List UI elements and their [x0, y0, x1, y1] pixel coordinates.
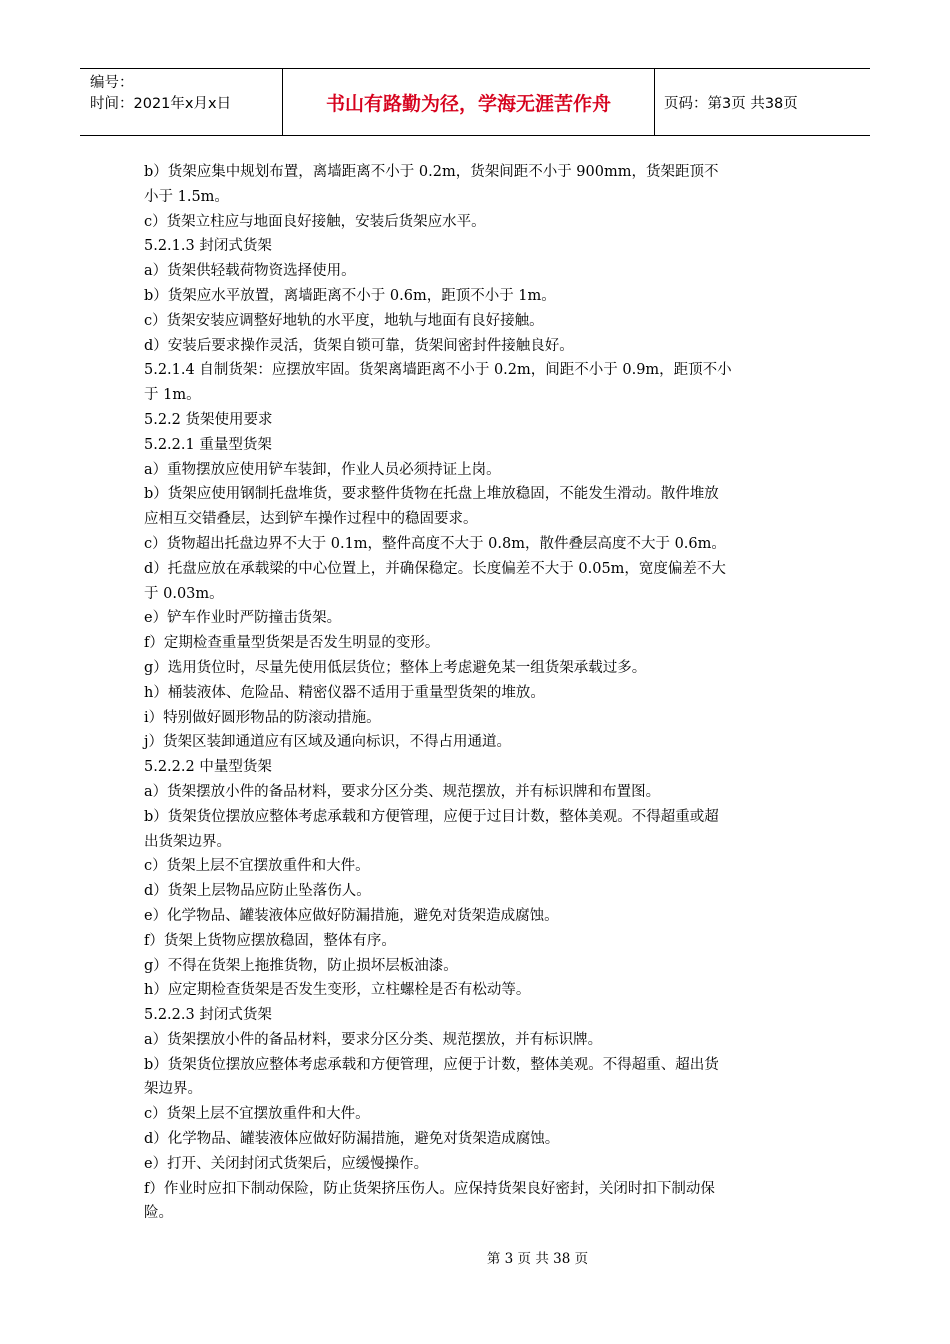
- body-line: f）定期检查重量型货架是否发生明显的变形。: [144, 635, 440, 652]
- body-line: h）桶装液体、危险品、精密仪器不适用于重量型货架的堆放。: [144, 684, 545, 701]
- body-line: e）化学物品、罐装液体应做好防漏措施，避免对货架造成腐蚀。: [144, 907, 559, 924]
- body-line: 架边界。: [144, 1081, 202, 1098]
- body-line: g）不得在货架上拖推货物，防止损坏层板油漆。: [144, 957, 458, 974]
- document-body: [144, 160, 810, 1226]
- body-line: c）货架立柱应与地面良好接触，安装后货架应水平。: [144, 213, 486, 230]
- body-line: 5.2.2.2 中量型货架: [144, 759, 272, 776]
- body-line: b）货架应使用钢制托盘堆货，要求整件货物在托盘上堆放稳固，不能发生滑动。散件堆放: [144, 486, 719, 503]
- body-line: a）重物摆放应使用铲车装卸，作业人员必须持证上岗。: [144, 461, 501, 478]
- body-line: c）货架上层不宜摆放重件和大件。: [144, 858, 370, 875]
- header-motto: 书山有路勤为径，学海无涯苦作舟: [283, 69, 655, 135]
- body-line: 出货架边界。: [144, 833, 231, 850]
- body-line: b）货架货位摆放应整体考虑承载和方便管理，应便于过目计数，整体美观。不得超重或超: [144, 808, 719, 825]
- body-line: f）货架上货物应摆放稳固，整体有序。: [144, 932, 396, 949]
- body-line: 应相互交错叠层，达到铲车操作过程中的稳固要求。: [144, 511, 478, 528]
- header-page-info: 页码：第3页 共38页: [664, 95, 798, 112]
- body-line: h）应定期检查货架是否发生变形，立柱螺栓是否有松动等。: [144, 982, 531, 999]
- body-line: c）货架上层不宜摆放重件和大件。: [144, 1106, 370, 1123]
- body-line: a）货架供轻载荷物资选择使用。: [144, 263, 356, 280]
- body-line: a）货架摆放小件的备品材料，要求分区分类、规范摆放，并有标识牌。: [144, 1031, 603, 1048]
- body-line: 于 0.03m。: [144, 585, 224, 602]
- body-line: a）货架摆放小件的备品材料，要求分区分类、规范摆放，并有标识牌和布置图。: [144, 783, 661, 800]
- body-line: e）铲车作业时严防撞击货架。: [144, 610, 342, 627]
- body-line: e）打开、关闭封闭式货架后，应缓慢操作。: [144, 1155, 429, 1172]
- body-line: f）作业时应扣下制动保险，防止货架挤压伤人。应保持货架良好密封，关闭时扣下制动保: [144, 1180, 715, 1197]
- body-line: b）货架货位摆放应整体考虑承载和方便管理，应便于计数，整体美观。不得超重、超出货: [144, 1056, 719, 1073]
- body-line: 险。: [144, 1205, 173, 1222]
- document-date: 时间：2021年x月x日: [90, 96, 232, 112]
- document-number-label: 编号：: [90, 75, 134, 91]
- body-line: 于 1m。: [144, 387, 201, 404]
- body-line: b）货架应集中规划布置，离墙距离不小于 0.2m，货架间距不小于 900mm，货架距顶不: [144, 164, 719, 180]
- body-line: c）货架安装应调整好地轨的水平度，地轨与地面有良好接触。: [144, 312, 544, 329]
- body-line: 5.2.1.3 封闭式货架: [144, 238, 272, 255]
- body-line: c）货物超出托盘边界不大于 0.1m，整件高度不大于 0.8m，散件叠层高度不大于 0.6m。: [144, 535, 726, 552]
- body-line: i）特别做好圆形物品的防滚动措施。: [144, 709, 381, 726]
- body-line: 5.2.2.1 重量型货架: [144, 436, 272, 453]
- body-line: j）货架区装卸通道应有区域及通向标识，不得占用通道。: [144, 734, 511, 751]
- page-header: [80, 68, 870, 136]
- body-line: 小于 1.5m。: [144, 188, 229, 205]
- body-line: b）货架应水平放置，离墙距离不小于 0.6m，距顶不小于 1m。: [144, 287, 556, 304]
- body-line: 5.2.1.4 自制货架：应摆放牢固。货架离墙距离不小于 0.2m，间距不小于 0.9m，距顶不小: [144, 362, 732, 379]
- body-line: d）化学物品、罐装液体应做好防漏措施，避免对货架造成腐蚀。: [144, 1131, 560, 1148]
- body-line: g）选用货位时，尽量先使用低层货位；整体上考虑避免某一组货架承载过多。: [144, 659, 647, 676]
- body-line: d）货架上层物品应防止坠落伤人。: [144, 883, 371, 900]
- body-line: 5.2.2.3 封闭式货架: [144, 1007, 272, 1024]
- body-line: d）安装后要求操作灵活，货架自锁可靠，货架间密封件接触良好。: [144, 337, 574, 354]
- page-footer: 第 3 页 共 38 页: [486, 1251, 589, 1267]
- body-line: d）托盘应放在承载梁的中心位置上，并确保稳定。长度偏差不大于 0.05m，宽度偏差不大: [144, 560, 726, 577]
- header-meta: [80, 69, 283, 135]
- body-line: 5.2.2 货架使用要求: [144, 411, 273, 428]
